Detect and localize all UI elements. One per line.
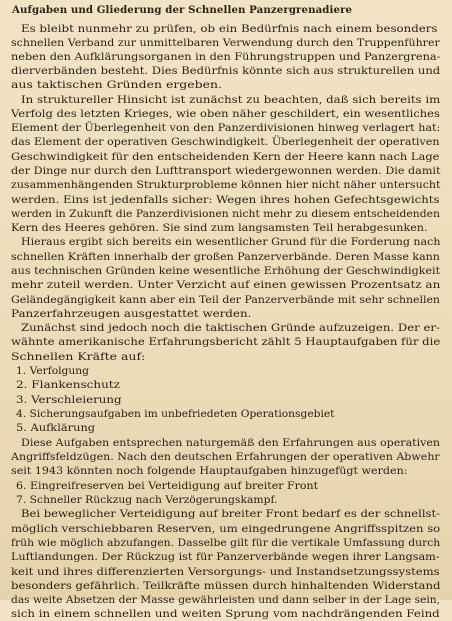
text-line: mehr zuteil werden. Unter Verzicht auf einen gewissen Prozentsatz an xyxy=(11,279,441,291)
text-line: werden. Eins ist jedenfalls sicher: Wegen ihres hohen Gefechtsgewichts xyxy=(11,194,440,206)
text-line: das Element der operativen Geschwindigkeit. Überlegenheit der operativen xyxy=(11,136,440,148)
text-line: In struktureller Hinsicht ist zunächst zu beachten, daß sich bereits im xyxy=(21,94,441,106)
text-line: Verfolg des letzten Krieges, wie oben näher geschildert, ein wesentliches xyxy=(11,108,440,120)
text-line: Geschwindigkeit für den entscheidenden Kern der Heere kann nach Lage xyxy=(11,151,440,163)
text-line: Luftlandungen. Der Rückzug ist für Panzerverbände wegen ihrer Langsam- xyxy=(11,551,440,563)
text-line: wähnte amerikanische Erfahrungsbericht zählt 5 Hauptaufgaben für die xyxy=(11,336,441,348)
text-line: der Dinge nur durch den Lufttransport wiedergewonnen werden. Die damit xyxy=(11,165,441,177)
text-line: sich in einem schnellen und weiten Sprung vom nachdrängenden Feind xyxy=(11,608,440,620)
text-line: Hieraus ergibt sich bereits ein wesentlicher Grund für die Forderung nach xyxy=(21,236,441,248)
text-line: schnellen Verband zur unmittelbaren Verwendung durch den Truppenführer xyxy=(11,37,440,49)
text-line: Kern des Heeres gehören. Sie sind zum langsamsten Teil herabgesunken. xyxy=(11,222,428,234)
text-line: Zunächst sind jedoch noch die taktischen Gründe aufzuzeigen. Der er- xyxy=(21,322,440,334)
list-item: 1. Verfolgung xyxy=(16,365,89,377)
list-item: 4. Sicherungsaufgaben im unbefriedeten Operationsgebiet xyxy=(16,408,335,420)
text-line: Bei beweglicher Verteidigung auf breiter Front bedarf es der schnellst- xyxy=(21,508,441,520)
text-line: Geländegängigkeit kann aber ein Teil der Panzerverbände mit sehr schnellen xyxy=(11,294,440,306)
text-line: seit 1943 könnten noch folgende Hauptaufgaben hinzugefügt werden: xyxy=(11,465,408,477)
text-line: früh wie möglich abzufangen. Dasselbe gilt für die vertikale Umfassung durch xyxy=(11,537,441,549)
list-item: 3. Verschleierung xyxy=(16,394,122,406)
text-line: aus taktischen Gründen ergeben. xyxy=(11,79,223,91)
text-line: werden in Zukunft die Panzerdivisionen nicht mehr zu diesem entscheidenden xyxy=(11,208,440,220)
text-line: keit und ihres differenzierten Versorgungs- und Instandsetzungssystems xyxy=(11,566,440,578)
text-line: möglich verschiebbaren Reserven, um eingedrungene Angriffsspitzen so xyxy=(11,523,441,535)
list-item: 5. Aufklärung xyxy=(16,422,96,434)
text-line: Diese Aufgaben entsprechen naturgemäß den Erfahrungen aus operativen xyxy=(21,437,441,449)
list-item: 2. Flankenschutz xyxy=(16,379,120,391)
text-line: Angriffsfeldzügen. Nach den deutschen Erfahrungen der operativen Abwehr xyxy=(11,451,440,463)
section-heading: Aufgaben und Gliederung der Schnellen Panzergrenadiere xyxy=(12,4,353,16)
text-line: neben den Aufklärungsorganen in den Führungstruppen und Panzergrena- xyxy=(11,51,441,63)
text-line: Es bleibt nunmehr zu prüfen, ob ein Bedürfnis nach einem besonders xyxy=(21,23,438,35)
text-line: Element der Überlegenheit von den Panzerdivisionen hinweg verlagert hat: xyxy=(11,122,441,134)
list-item: 6. Eingreifreserven bei Verteidigung auf breiter Front xyxy=(16,480,319,492)
text-line: zusammenhängenden Strukturprobleme können hier nicht näher untersucht xyxy=(11,179,441,191)
text-line: dierverbänden besteht. Dies Bedürfnis könnte sich aus strukturellen und xyxy=(11,65,441,77)
text-line: Schnellen Kräfte auf: xyxy=(11,351,146,363)
text-line: schnellen Kräften innerhalb der großen Panzerverbände. Deren Masse kann xyxy=(11,251,440,263)
text-line: aus technischen Gründen keine wesentliche Erhöhung der Geschwindigkeit xyxy=(11,265,441,277)
text-line: besonders gefährlich. Teilkräfte müssen durch hinhaltenden Widerstand xyxy=(11,580,441,592)
list-item: 7. Schneller Rückzug nach Verzögerungskampf. xyxy=(16,494,278,506)
text-line: das weite Absetzen der Masse gewährleisten und dann selber in der Lage sein, xyxy=(11,594,441,606)
text-line: Panzerfahrzeugen ausgestattet werden. xyxy=(11,308,252,320)
